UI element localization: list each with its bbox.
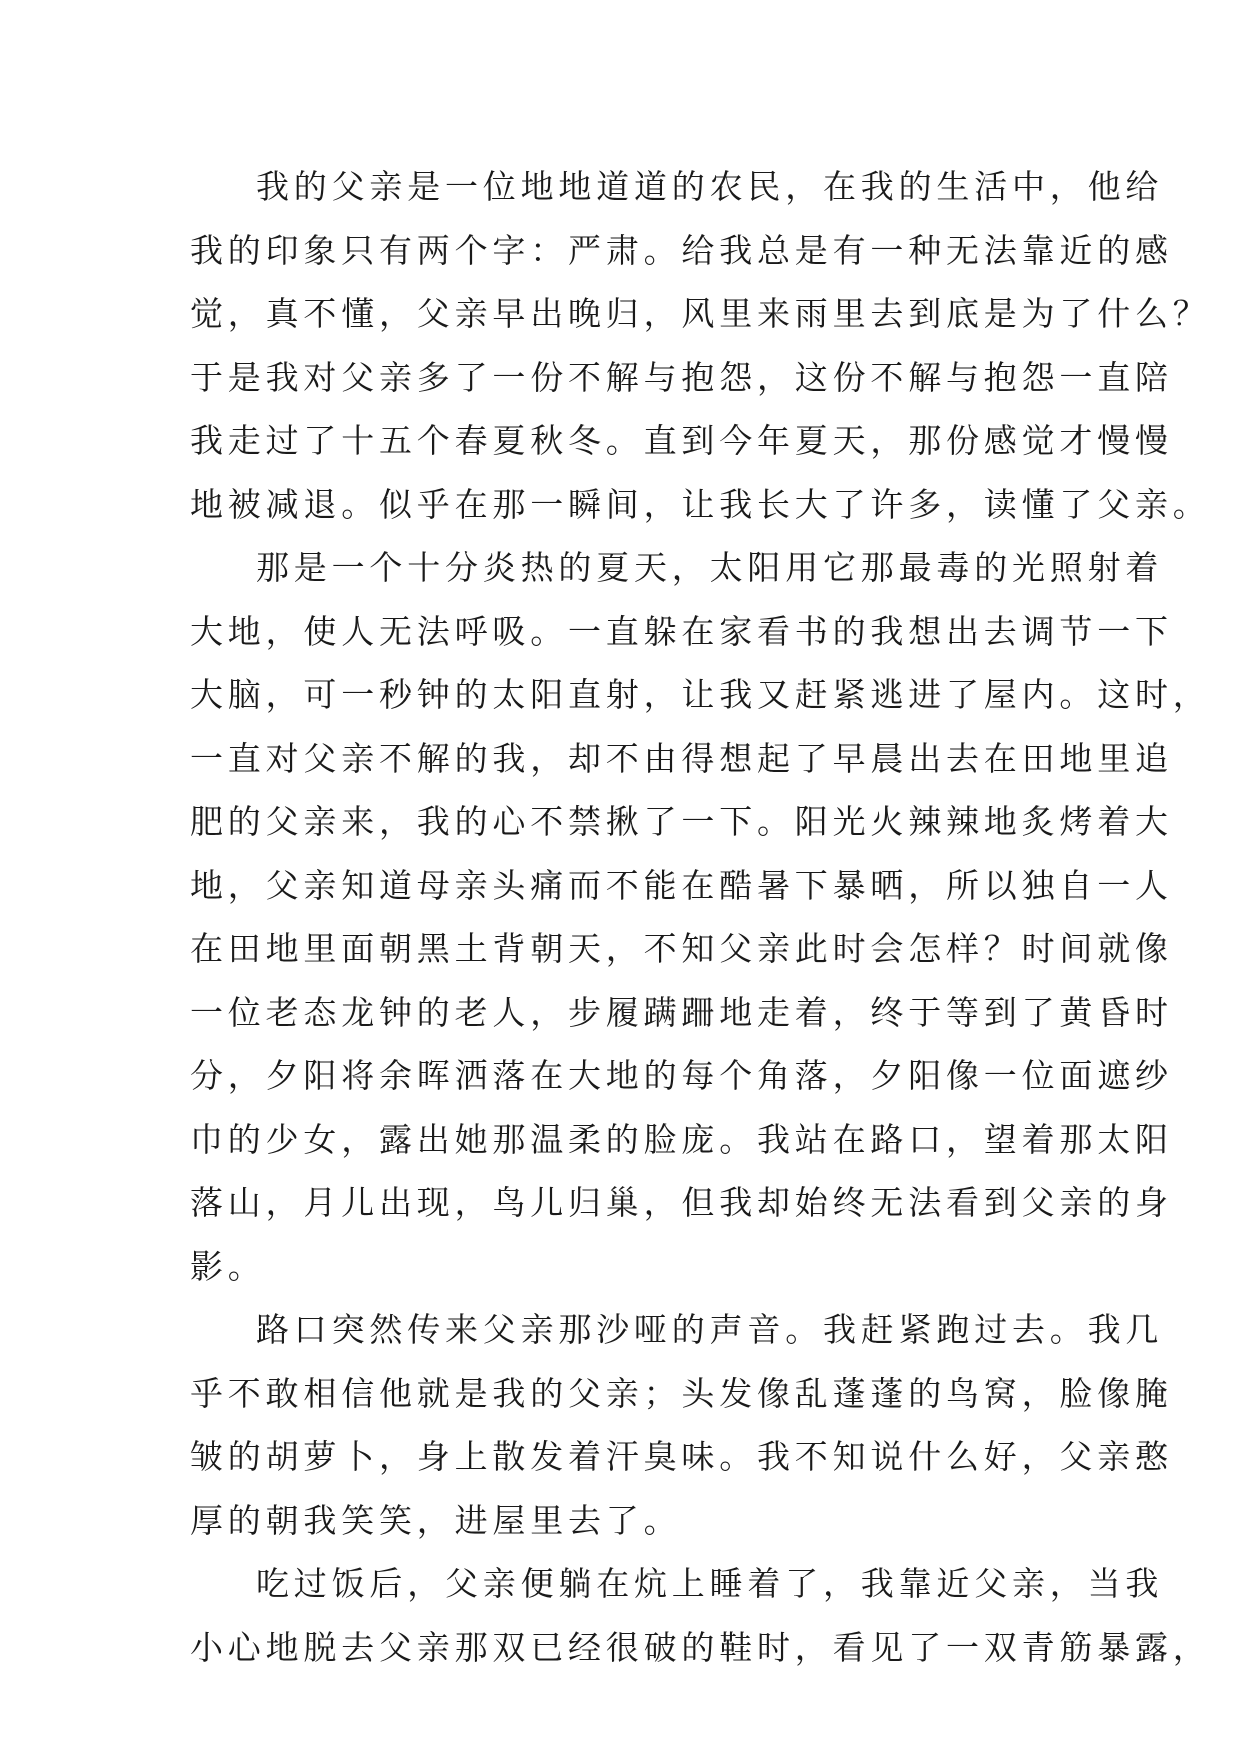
paragraph-1-line-4: 于是我对父亲多了一份不解与抱怨，这份不解与抱怨一直陪 <box>190 357 1173 397</box>
paragraph-2-line-10: 巾的少女，露出她那温柔的脸庞。我站在路口，望着那太阳 <box>190 1119 1173 1159</box>
paragraph-3-line-1: 路口突然传来父亲那沙哑的声音。我赶紧跑过去。我几 <box>256 1310 1164 1349</box>
paragraph-1-line-1: 我的父亲是一位地地道道的农民，在我的生活中，他给 <box>256 167 1164 206</box>
paragraph-1-line-5: 我走过了十五个春夏秋冬。直到今年夏天，那份感觉才慢慢 <box>190 421 1173 460</box>
paragraph-3-line-2: 乎不敢相信他就是我的父亲；头发像乱蓬蓬的鸟窝，脸像腌 <box>190 1373 1173 1413</box>
paragraph-2-line-1: 那是一个十分炎热的夏天，太阳用它那最毒的光照射着 <box>256 548 1164 587</box>
paragraph-1-line-3: 觉，真不懂，父亲早出晚归，风里来雨里去到底是为了什么？ <box>190 294 1211 333</box>
paragraph-2-line-2: 大地，使人无法呼吸。一直躲在家看书的我想出去调节一下 <box>190 611 1173 651</box>
paragraph-1-line-6: 地被减退。似乎在那一瞬间，让我长大了许多，读懂了父亲。 <box>190 484 1211 524</box>
paragraph-4-line-2: 小心地脱去父亲那双已经很破的鞋时，看见了一双青筋暴露， <box>190 1627 1211 1667</box>
paragraph-2-line-12: 影。 <box>190 1246 266 1286</box>
paragraph-2-line-8: 一位老态龙钟的老人，步履蹒跚地走着，终于等到了黄昏时 <box>190 992 1173 1032</box>
paragraph-1-line-2: 我的印象只有两个字：严肃。给我总是有一种无法靠近的感 <box>190 230 1173 270</box>
paragraph-2-line-4: 一直对父亲不解的我，却不由得想起了早晨出去在田地里追 <box>190 738 1173 778</box>
paragraph-2-line-7: 在田地里面朝黑土背朝天，不知父亲此时会怎样？时间就像 <box>190 929 1173 968</box>
paragraph-2-line-3: 大脑，可一秒钟的太阳直射，让我又赶紧逃进了屋内。这时， <box>190 675 1211 714</box>
paragraph-2-line-11: 落山，月儿出现，鸟儿归巢，但我却始终无法看到父亲的身 <box>190 1183 1173 1222</box>
document-body <box>190 155 1211 1679</box>
paragraph-3-line-4: 厚的朝我笑笑，进屋里去了。 <box>190 1500 682 1540</box>
paragraph-2-line-6: 地，父亲知道母亲头痛而不能在酷暑下暴晒，所以独自一人 <box>190 865 1173 905</box>
paragraph-3-line-3: 皱的胡萝卜，身上散发着汗臭味。我不知说什么好，父亲憨 <box>190 1437 1173 1476</box>
paragraph-4-line-1: 吃过饭后，父亲便躺在炕上睡着了，我靠近父亲，当我 <box>256 1564 1164 1603</box>
paragraph-2-line-5: 肥的父亲来，我的心不禁揪了一下。阳光火辣辣地炙烤着大 <box>190 802 1173 841</box>
paragraph-2-line-9: 分，夕阳将余晖洒落在大地的每个角落，夕阳像一位面遮纱 <box>190 1056 1173 1095</box>
